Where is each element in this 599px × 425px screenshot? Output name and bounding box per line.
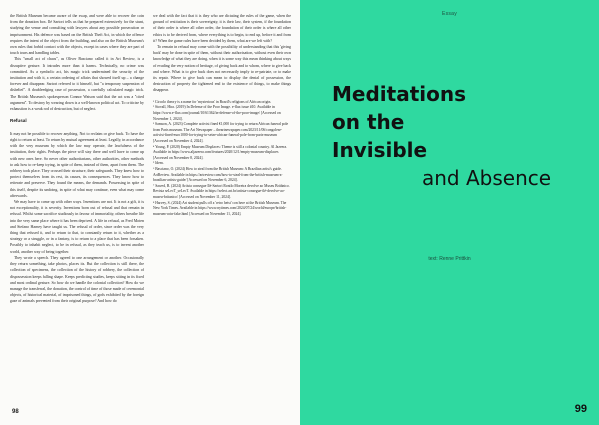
paragraph: This "small act of chaos", as Oliver Basciano called it in Art Review, is a disruptive gesture. It intrudes more than it harms. Technically, no crime was committed. As a symbolic act, his magic trick undermined the security of the institution and with it, a certain ordering of affairs that showed itself up – a change forever and disappear. Sartori referred to it himself, but "a temporary suspension of disbelief". A doubleedging case of possession, a carefully calculated magic trick. The British Museum's spokesperson Connor Watson said that the act was a "cited argument". To destroy by wearing down is a well-known political act. To criticise by exhaustion is a weak rod of destruction, but of neglect. xyxy=(10,56,144,112)
title-line-3: Invisible xyxy=(332,138,428,162)
paragraph: We may have to come up with other ways. Inventions are not. It is not a gift, it is not exceptionality, it is severity. Inventions born out of refusal and that remain in refusal. Whilst some sacrifice studiously in favour of immortality, others breathe life into the very same place where it has been deprived. A life in refusal, as Fred Moten and Stefano Harney have taught us. The refusal of order, since order was the very thing that refused it, and to return to that, to constantly return to it, whether as a strategy or a struggle, or in a fantasy, is to return to a place that has been forsaken. Possibly to inhabit neglect, to be in refusal, as they teach us, is to invent another world, another way of being together. xyxy=(10,199,144,254)
paragraph: To remain in refusal may come with the possibility of understanding that this 'giving back' may be done in spite of them, without their authorisation, without even their own knowledge of what they are doing, when it is some way this mean thinking about ways of evading the very notion of heritage, of giving back and to whom, where to give back and where. What is to give back does not necessarily imply to re-patriate, or to make its repair. Where to give back can mean to display the denial of possession, the destruction of property the tightened end to the existence of things, to make things disappear. xyxy=(153,44,291,93)
title-line-1: Meditations xyxy=(332,82,466,106)
footnote: ² Stovall, Hira. (2019) In Defense of the Poor Image. e-flux issue #10. Available in https://www.e-flux.com/journal/10/61362/in-defense-of-the-poor-image/ [Accessed on November 1, 2024]. xyxy=(153,105,281,121)
title-line-4: and Absence xyxy=(422,166,552,190)
text-column-left xyxy=(10,13,144,408)
author-byline: text: Renne Prittkin xyxy=(428,256,471,262)
paragraph: It may not be possible to recover anything. Not to reclaim or give back. To have the right to return at least. To return by mutual agreement at least. Legally, in accordance with the very museum by which the law may operate, the lawfulness of the institution, their rights. Perhaps the piece will stay there and well have to come up with new ones here. So never other authoritarians, other authorities, other methods to ask how to re-keep trying, in spite of them, instead of them, apart from them. The robbery took place. They crossed their structure, their safeguards. They knew how to protect themselves from its rest, its causes, its consequences. They know how to reiterate and preserve. They found the means, the demands. Possessing in spite of this itself, despite its undoing, in spite of what may continue, even what may come afterwards. xyxy=(10,130,144,198)
section-subheading: Refusal xyxy=(10,118,27,124)
paragraph: we deal with the fact that it is they who are dictating the rules of the game, when the ground of restitution is their sovereignty, it is their law, their system, if the foundation of their order is where all other order, the foundation of their order is where all other ethics is to be derived from, where everything is to begin, to end up, before it and from it? When the game rules have been decided by them, what are we left with? xyxy=(153,13,291,43)
page-number-right: 99 xyxy=(574,403,587,415)
article-title xyxy=(332,80,594,192)
footnote: ⁶ Basciano, O. (2024) How to steal from the British Museum: A Brazilian artist's guide. ArtReview. Available in https://artreview.com/how-to-steal-from-the-british-museum-a-brazilian-artists-guide/ [Accessed on November 6, 2024]. xyxy=(153,166,283,183)
right-page xyxy=(300,0,599,425)
text-column-right xyxy=(153,13,291,408)
paragraph: the British Museum became aware of the swap, and were able to recover the coin from the donation box. Ilé Sartori tells us that he prepared extensively for the stunt, studying the venue and consulting with lawyers about any possible prosecution or imprisonment. His defence was based on the British Theft Act, in which the offence requires the intent of the object from the building, and also on the British Museum's own rules that forbid contact with the objects, except in cases where they are part of touch tours and handling tables. xyxy=(10,13,144,56)
footnotes xyxy=(153,100,291,217)
footnote: ³ Samson, A. (2023) Complete activist fined €1,000 for trying to return African funeral pole from Paris museum. The Art Newspaper – theartnewspaper.com/2023/11/06/congolese-activist-fined-euro1000-for-trying-to-seize-african-funeral-pole-from-paris-museum [Accessed on November 4, 2024]. xyxy=(153,122,289,143)
footnote: ⁸ Harvey, S. (2024) Art student pulls off a 'retro heist' con here at the British Museum. The New York Times. Available in https://www.nytimes.com/2024/07/24/world/europe/british-museum-coin-fake.html [Accessed on November 11, 2024]. xyxy=(153,200,287,216)
footnote: ⁵ Idem. xyxy=(153,161,164,166)
footnote: ⁷ Sawed, B. (2024) Artista consegue Ilé-Sartori Ronilo Moreira devolve ao Museu Britânico. Revista seLecT_seLecT. Available in https://select.art.br/artista-consegue-ilé-devolve-ao-museu-britanico/ [Accessed on November 11, 2024]. xyxy=(153,183,290,199)
section-label: Essay xyxy=(441,11,458,17)
footnote: ¹ Circolo theory is a name for 'mysterious' in Brazil's religions of African origin. xyxy=(153,99,272,104)
page-number-left: 98 xyxy=(12,409,19,415)
title-line-2: on the xyxy=(332,110,405,134)
paragraph: They wrote a speech. They agreed to one arrangement or another. Occasionally they return something, take photos, places its. But the collection is still there, the collection of specimens, the collection of the history of robbery, the collection of dispossession keeps falling shape. Keeps predicting studies, keeps sitting in its fixed and most ordinal gesture. So how do we handle the colonial collection? How do we manage the transferral, the donation, the control of time of those made of ceremonial objects, of historical material, of imprisoned things, of gods exhibited by the foreign gaze of animals prevented from their original purpose? And how do xyxy=(10,254,144,304)
footnote: ⁴ Young, P. (2020) Empty Museum Displaces: Theme is still a colonial country. Al Jazeera. Available in https://www.aljazeera.com/features/2020/12/1/empty-museum-displaces [Accessed on November 8, 2024]. xyxy=(153,144,288,160)
